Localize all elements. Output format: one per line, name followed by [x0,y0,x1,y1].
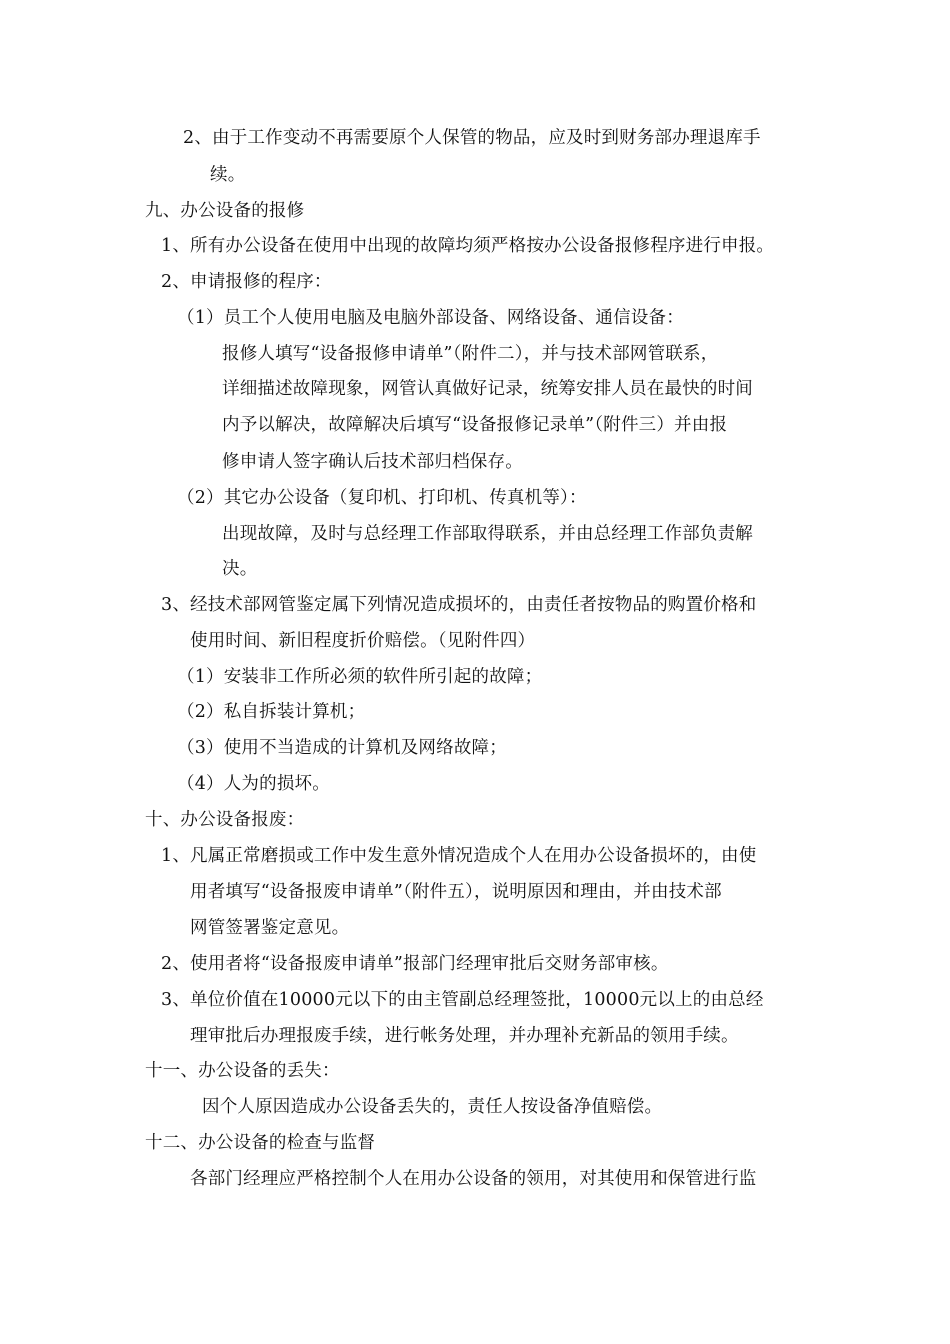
text-line: 3、单位价值在10000元以下的由主管副总经理签批，10000元以上的由总经 [161,990,764,1010]
text-line: 出现故障，及时与总经理工作部取得联系，并由总经理工作部负责解 [222,524,753,544]
text-line: （1）员工个人使用电脑及电脑外部设备、网络设备、通信设备： [177,308,684,328]
text-line: 3、经技术部网管鉴定属下列情况造成损坏的，由责任者按物品的购置价格和 [161,595,757,615]
text-line: 1、所有办公设备在使用中出现的故障均须严格按办公设备报修程序进行申报。 [161,236,775,256]
text-line: 内予以解决，故障解决后填写“设备报修记录单”（附件三）并由报 [222,415,728,435]
text-line: （2）其它办公设备（复印机、打印机、传真机等）： [177,488,587,508]
text-line: 理审批后办理报废手续，进行帐务处理，并办理补充新品的领用手续。 [190,1026,739,1046]
section-heading: 九、办公设备的报修 [145,201,305,221]
text-line: 报修人填写“设备报修申请单”（附件二），并与技术部网管联系， [222,344,719,364]
text-line: （2）私自拆装计算机； [177,702,366,722]
section-heading: 十一、办公设备的丢失： [145,1061,340,1081]
text-line: 1、凡属正常磨损或工作中发生意外情况造成个人在用办公设备损坏的，由使 [161,846,757,866]
text-line: 详细描述故障现象，网管认真做好记录，统筹安排人员在最快的时间 [222,379,753,399]
text-line: 决。 [222,559,258,579]
text-line: （1）安装非工作所必须的软件所引起的故障； [177,667,543,687]
text-line: （4）人为的损坏。 [177,774,330,794]
text-line: 2、申请报修的程序： [161,272,332,292]
text-line: （3）使用不当造成的计算机及网络故障； [177,738,507,758]
section-heading: 十、办公设备报废： [145,810,305,830]
text-line: 修申请人签字确认后技术部归档保存。 [222,452,523,472]
text-line: 2、由于工作变动不再需要原个人保管的物品，应及时到财务部办理退库手 [183,128,761,148]
text-line: 用者填写“设备报废申请单”（附件五），说明原因和理由，并由技术部 [190,882,722,902]
text-line: 各部门经理应严格控制个人在用办公设备的领用，对其使用和保管进行监 [190,1169,757,1189]
text-line: 因个人原因造成办公设备丢失的，责任人按设备净值赔偿。 [202,1097,663,1117]
text-line: 2、使用者将“设备报废申请单”报部门经理审批后交财务部审核。 [161,954,669,974]
text-line: 网管签署鉴定意见。 [190,918,350,938]
section-heading: 十二、办公设备的检查与监督 [145,1133,376,1153]
text-line: 续。 [210,165,246,185]
text-line: 使用时间、新旧程度折价赔偿。（见附件四） [190,631,536,651]
